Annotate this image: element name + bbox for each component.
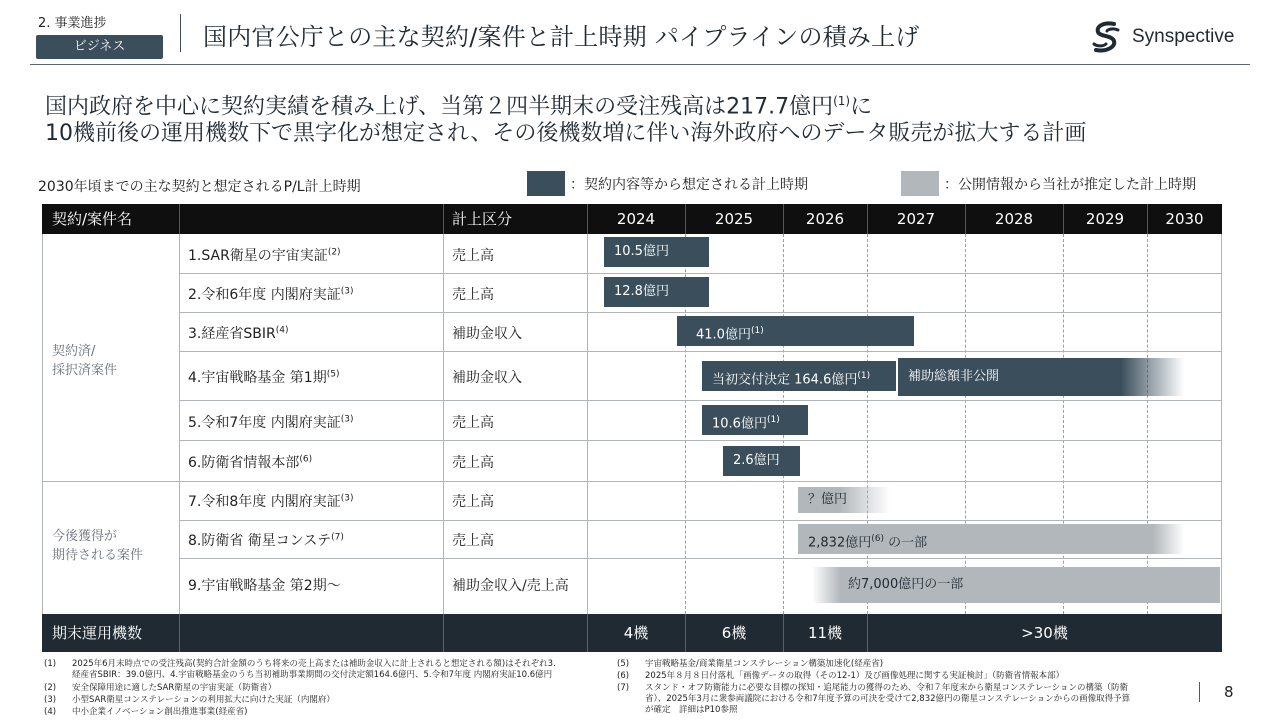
row-name: [188, 323, 288, 343]
bar-label: 2.6億円: [733, 453, 780, 468]
pipeline-table: [42, 204, 1222, 652]
footer-value-2026: 11機: [807, 624, 843, 642]
row-footnote-ref: (6): [299, 454, 313, 465]
bar-label-suffix: の一部: [888, 535, 928, 551]
footnote-num: (3): [44, 695, 57, 705]
year-grid-line: [965, 234, 966, 614]
header-year-2026: 2026: [805, 210, 845, 228]
row-name: [188, 575, 341, 595]
footnote-text: スタンド・オフ防衛能力に必要な目標の探知・追尾能力の獲得のため、令和７年度末から衛星コンステレーションの構築（防衛: [645, 683, 1128, 693]
row-line: [179, 312, 1222, 313]
table-footer-row: [42, 614, 1222, 652]
lead-footnote-ref: (1): [833, 94, 851, 108]
lead-line-2: 10機前後の運用機数下で黒字化が想定され、その後機数増に伴い海外政府へのデータ販売が拡大する計画: [45, 121, 1087, 147]
footnote-text: 2025年８月８日付落札「画像データの取得（その12-1）及び画像処理に関する実証検討」（防衛省情報本部）: [645, 671, 1065, 681]
footnote: [44, 695, 604, 706]
footnote: [617, 694, 1187, 705]
bar-footnote-ref: (6): [871, 534, 884, 544]
row-line: [179, 520, 1222, 521]
footer-value-2025: 6機: [721, 624, 747, 642]
table-header-row: [42, 204, 1222, 234]
footnotes-right: [617, 659, 1187, 720]
header-divider: [180, 14, 181, 52]
footnote-text: 宇宙戦略基金/商業衛星コンステレーション構築加速化(経産省): [645, 659, 884, 669]
grid-line: [42, 234, 43, 614]
row-name-text: 3.経産省SBIR: [188, 326, 276, 342]
table-subtitle: 2030年頃までの主な契約と想定されるP/L計上時期: [38, 179, 361, 195]
footer-value-2027-plus: >30機: [1021, 624, 1068, 642]
footnote-text: 経産省SBIR：39.0億円、4.宇宙戦略基金のうち当初補助事業期間の交付決定額164.6億円、5.令和7年度 内閣府実証10.6億円: [72, 670, 553, 680]
header-category: 計上区分: [452, 210, 513, 228]
header-contract: 契約/案件名: [52, 210, 133, 228]
timeline-bar: [702, 405, 808, 435]
footnote-num: (4): [44, 707, 57, 717]
timeline-bar-fading: [798, 487, 890, 513]
bar-label: 補助総額非公開: [908, 369, 1000, 384]
grid-line: [587, 234, 588, 614]
header-year-2030: 2030: [1165, 210, 1204, 228]
header-year-2024: 2024: [616, 210, 656, 228]
row-name: [188, 452, 312, 472]
timeline-bar-fading: [898, 358, 1184, 396]
group-label-line: 期待される案件: [52, 548, 144, 563]
row-category: 補助金収入/売上高: [452, 578, 569, 594]
footnote: [44, 670, 604, 681]
bar-label: ？億円: [808, 492, 848, 507]
row-name: [188, 284, 353, 304]
row-footnote-ref: (3): [340, 286, 354, 297]
header-year-2027: 2027: [896, 210, 936, 228]
legend-dark-label: ：契約内容等から想定される計上時期: [570, 177, 808, 193]
bar-label: 当初交付決定 164.6億円: [712, 372, 858, 388]
row-name: [188, 245, 341, 265]
footnote-text: 中小企業イノベーション創出推進事業(経産省): [72, 707, 248, 717]
page-number: 8: [1224, 683, 1234, 701]
bar-label: 約7,000億円の一部: [848, 577, 964, 592]
bar-label: 41.0億円: [696, 327, 751, 343]
row-category: 売上高: [452, 455, 494, 471]
footnote-num: (1): [44, 659, 57, 669]
row-category: 売上高: [452, 287, 494, 303]
row-name-text: 9.宇宙戦略基金 第2期～: [188, 578, 341, 594]
row-category: 補助金収入: [452, 326, 522, 342]
footnote-num: (6): [617, 671, 630, 681]
timeline-bar: [702, 361, 896, 391]
page-number-divider: [1199, 682, 1200, 702]
row-footnote-ref: (3): [340, 414, 354, 425]
bar-footnote-ref: (1): [766, 415, 780, 425]
legend-light-label: ：公開情報から当社が推定した計上時期: [944, 177, 1196, 193]
footnote: [617, 705, 1187, 716]
footnote: [617, 671, 1187, 682]
footer-value-2024: 4機: [623, 624, 649, 642]
row-category: 売上高: [452, 248, 494, 264]
row-footnote-ref: (3): [340, 493, 354, 504]
row-name: [188, 530, 344, 550]
legend-dark-swatch: [527, 171, 565, 196]
lead-line-1-main: 国内政府を中心に契約実績を積み上げ、当第２四半期末の受注残高は217.7億円: [45, 94, 834, 120]
footnote: [44, 707, 604, 718]
timeline-bar: [677, 316, 914, 346]
group-label-line: 契約済/: [52, 344, 96, 359]
header-year-2028: 2028: [994, 210, 1034, 228]
header-separator: [443, 204, 444, 234]
group-line: [42, 481, 1222, 482]
bar-footnote-ref: (1): [750, 326, 764, 336]
header-rule: [30, 64, 1250, 65]
header-separator: [179, 204, 180, 234]
row-line: [179, 351, 1222, 352]
footer-separator: [443, 614, 444, 652]
footnote-text: 小型SAR衛星コンステレーションの利用拡大に向けた実証（内閣府）: [72, 695, 335, 705]
row-footnote-ref: (5): [326, 369, 340, 380]
row-name-text: 1.SAR衛星の宇宙実証: [188, 248, 328, 264]
year-grid-line: [1063, 234, 1064, 614]
group-label-expected: [52, 527, 143, 565]
footnote-num: (7): [617, 683, 630, 693]
footnote: [617, 683, 1187, 694]
row-name-text: 5.令和7年度 内閣府実証: [188, 415, 341, 431]
footnotes-left: [44, 659, 604, 720]
grid-line: [1221, 234, 1222, 614]
year-grid-line: [1147, 234, 1148, 614]
header-year-2029: 2029: [1085, 210, 1125, 228]
header-year-2025: 2025: [714, 210, 754, 228]
year-grid-line: [867, 234, 868, 614]
group-label-line: 採択済案件: [52, 363, 118, 378]
row-name: [188, 367, 339, 387]
category-tag: ビジネス: [36, 35, 163, 59]
timeline-bar: [723, 446, 800, 476]
row-category: 補助金収入: [452, 370, 522, 386]
footnote: [44, 683, 604, 694]
row-name-text: 7.令和8年度 内閣府実証: [188, 494, 341, 510]
page-title: 国内官公庁との主な契約/案件と計上時期 パイプラインの積み上げ: [203, 23, 920, 51]
row-category: 売上高: [452, 494, 494, 510]
logo-text: Synspective: [1132, 26, 1235, 47]
grid-line: [179, 234, 180, 614]
company-logo: [1090, 20, 1250, 56]
grid-line: [443, 234, 444, 614]
row-line: [179, 273, 1222, 274]
timeline-bar: [812, 567, 1220, 603]
row-category: 売上高: [452, 533, 494, 549]
bar-label: 12.8億円: [614, 284, 669, 299]
row-footnote-ref: (2): [327, 247, 341, 258]
row-category: 売上高: [452, 415, 494, 431]
row-name-text: 6.防衛省情報本部: [188, 455, 300, 471]
row-footnote-ref: (4): [275, 325, 289, 336]
footnote-text: 2025年6月末時点での受注残高(契約合計金額のうち将来の売上高または補助金収入に計上されると想定される額)はそれぞれ3.: [72, 659, 556, 669]
footnote: [617, 659, 1187, 670]
lead-line-1-end: に: [850, 94, 873, 120]
row-line: [179, 400, 1222, 401]
synspective-logo-icon: [1090, 20, 1124, 56]
legend-light-swatch: [901, 171, 939, 196]
section-label: 2. 事業進捗: [38, 16, 107, 31]
footer-label: 期末運用機数: [52, 624, 143, 642]
footnote-num: (5): [617, 659, 630, 669]
footer-separator: [179, 614, 180, 652]
row-line: [179, 558, 1222, 559]
timeline-bar: [604, 237, 709, 267]
footnote-num: (2): [44, 683, 57, 693]
lead-line-1: [45, 88, 1245, 120]
row-name: [188, 412, 353, 432]
row-name: [188, 491, 353, 511]
bar-footnote-ref: (1): [857, 371, 871, 381]
row-name-text: 8.防衛省 衛星コンステ: [188, 533, 332, 549]
row-name-text: 4.宇宙戦略基金 第1期: [188, 370, 327, 386]
footnote-text: 安全保障用途に適したSAR衛星の宇宙実証（防衛省）: [72, 683, 277, 693]
lead-text: [45, 88, 1245, 147]
footnote: [44, 659, 604, 670]
row-footnote-ref: (7): [331, 532, 344, 543]
bar-label: 2,832億円: [808, 535, 872, 551]
row-line: [179, 440, 1222, 441]
bar-label: 10.5億円: [614, 244, 669, 259]
row-name-text: 2.令和6年度 内閣府実証: [188, 287, 341, 303]
group-label-contracted: [52, 342, 117, 380]
footnote-text: 省）、2025年3月に衆参両議院における令和7年度予算の可決を受けて2,832億円の衛星コンステレーションからの画像取得予算: [645, 694, 1131, 704]
group-label-line: 今後獲得が: [52, 529, 118, 544]
timeline-bar: [798, 524, 1184, 554]
timeline-bar: [604, 277, 709, 307]
bar-label: 10.6億円: [712, 416, 767, 432]
footnote-text: が確定 詳細はP10参照: [645, 705, 738, 715]
